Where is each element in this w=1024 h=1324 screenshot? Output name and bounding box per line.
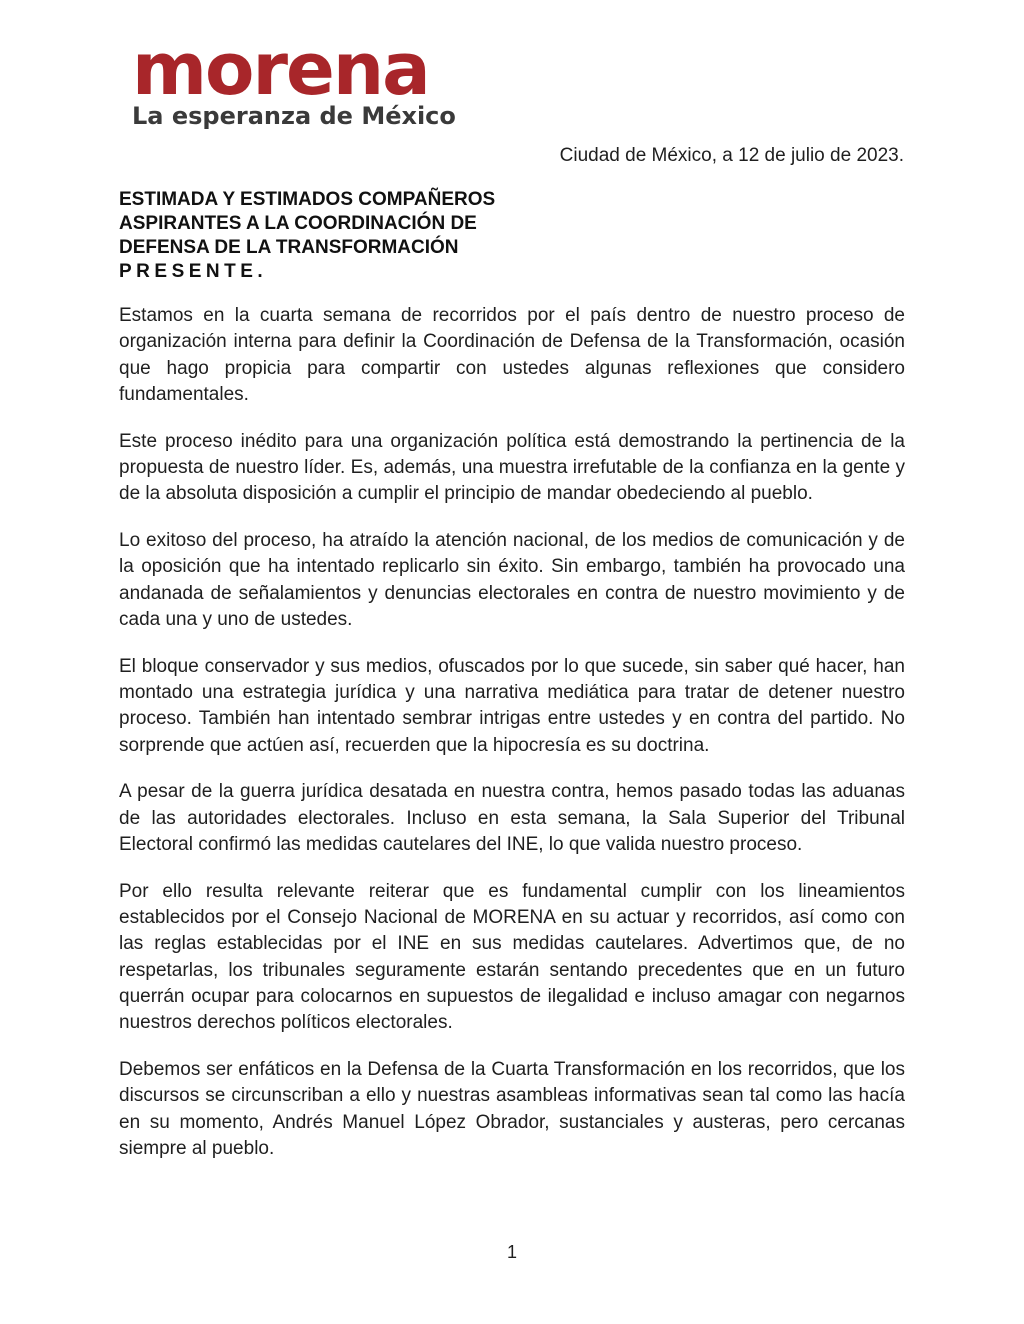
logo-wordmark: morena [132,27,429,111]
recipient-block [119,188,679,284]
logo-tagline: La esperanza de México [132,102,456,130]
body-paragraph: Este proceso inédito para una organización política está demostrando la pertinencia de la propuesta de nuestro líder. Es, además, una muestra irrefutable de la confianza en la gente y de la absoluta disposición a cumplir el principio de mandar obedeciendo al pueblo. [119,430,905,505]
body-paragraph: El bloque conservador y sus medios, ofuscados por lo que sucede, sin saber qué hacer, han montado una estrategia jurídica y una narrativa mediática para tratar de detener nuestro proceso. También han intentado sembrar intrigas entre ustedes y en contra del partido. No sorprende que actúen así, recuerden que la hipocresía es su doctrina. [119,655,905,756]
body-paragraph: Debemos ser enfáticos en la Defensa de la Cuarta Transformación en los recorridos, que los discursos se circunscriban a ello y nuestras asambleas informativas sean tal como las hacía en su momento, Andrés Manuel López Obrador, sustanciales y austeras, pero cercanas siempre al pueblo. [119,1059,905,1160]
recipient-line-presente: PRESENTE. [119,261,268,282]
recipient-line: DEFENSA DE LA TRANSFORMACIÓN [119,237,459,258]
recipient-line: ESTIMADA Y ESTIMADOS COMPAÑEROS [119,189,496,210]
recipient-line: ASPIRANTES A LA COORDINACIÓN DE [119,213,477,234]
letter-body [119,303,905,1183]
body-paragraph: Por ello resulta relevante reiterar que es fundamental cumplir con los lineamientos establecidos por el Consejo Nacional de MORENA en su actuar y recorridos, así como con las reglas establecidas por el INE en sus medidas cautelares. Advertimos que, de no respetarlas, los tribunales seguramente estarán sentando precedentes que en un futuro querrán ocupar para colocarnos en supuestos de ilegalidad e incluso amagar con negarnos nuestros derechos políticos electorales. [119,880,905,1034]
body-paragraph: A pesar de la guerra jurídica desatada en nuestra contra, hemos pasado todas las aduanas de las autoridades electorales. Incluso en esta semana, la Sala Superior del Tribunal Electoral confirmó las medidas cautelares del INE, lo que valida nuestro proceso. [119,781,905,856]
body-paragraph: Lo exitoso del proceso, ha atraído la atención nacional, de los medios de comunicación y de la oposición que ha intentado replicarlo sin éxito. Sin embargo, también ha provocado una andanada de señalamientos y denuncias electorales en contra de nuestro movimiento y de cada una y uno de ustedes. [119,530,905,630]
morena-logo [132,27,456,130]
page-number: 1 [506,1242,517,1262]
body-paragraph: Estamos en la cuarta semana de recorridos por el país dentro de nuestro proceso de organización interna para definir la Coordinación de Defensa de la Transformación, ocasión que hago propicia para compartir con ustedes algunas reflexiones que considero fundamentales. [119,305,905,405]
dateline: Ciudad de México, a 12 de julio de 2023. [559,145,904,166]
